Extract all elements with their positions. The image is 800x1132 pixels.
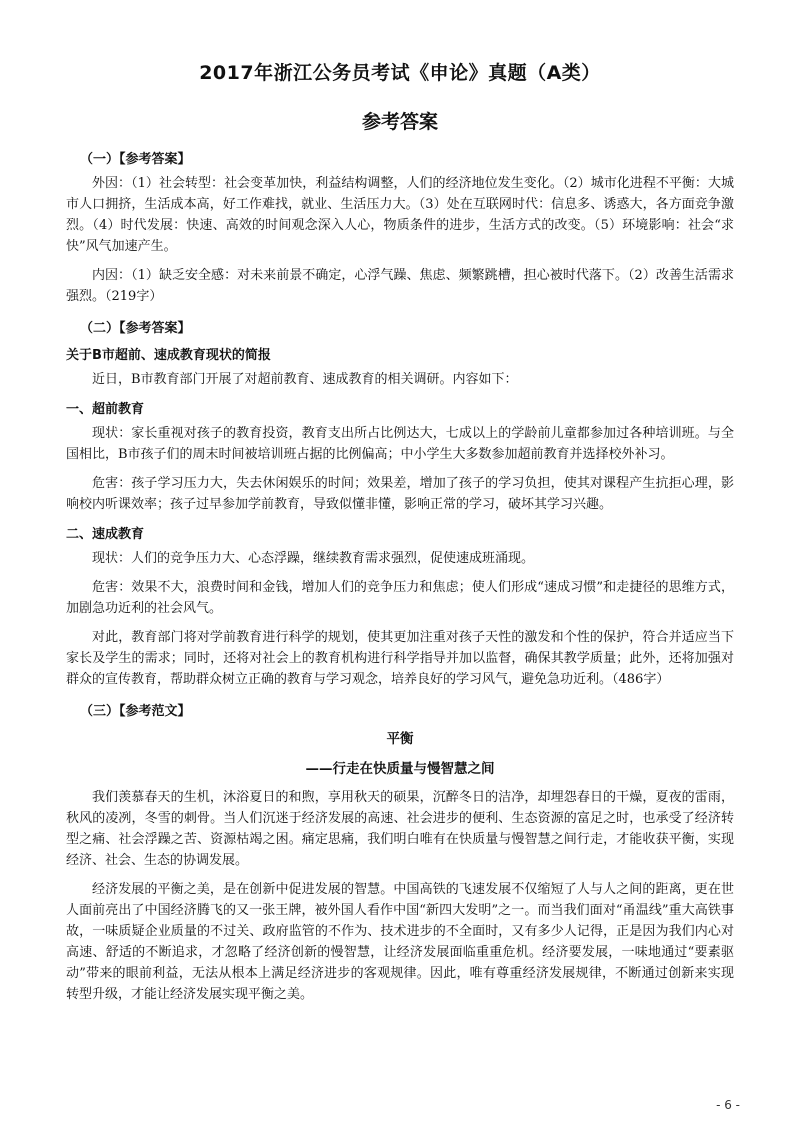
- page-number: - 6 -: [716, 1098, 740, 1112]
- part-2-heading: 二、速成教育: [66, 527, 145, 542]
- section-2-heading: （二）【参考答案】: [80, 321, 191, 336]
- report-title: 关于B市超前、速成教育现状的简报: [66, 348, 271, 363]
- report-intro: 近日，B市教育部门开展了对超前教育、速成教育的相关调研。内容如下：: [92, 372, 518, 387]
- part-2-harm: 危害：效果不大，浪费时间和金钱，增加人们的竞争压力和焦虑；使人们形成“速成习惯”和走捷径的思维方式，加剧急功近利的社会风气。: [66, 580, 734, 616]
- section-3-heading: （三）【参考范文】: [80, 704, 191, 719]
- part-2-status: 现状：人们的竞争压力大、心态浮躁，继续教育需求强烈，促使速成班涌现。: [92, 551, 535, 566]
- part-1-heading: 一、超前教育: [66, 402, 145, 417]
- report-conclusion: 对此，教育部门将对学前教育进行科学的规划，使其更加注重对孩子天性的激发和个性的保护，符合并适应当下家长及学生的需求；同时，还将对社会上的教育机构进行科学指导并加以监督，确保其教学质量；此外，还将加强对群众的宣传教育，帮助群众树立正确的教育与学习观念，培养良好的学习风气，避免急功近利。（486字）: [66, 630, 734, 687]
- essay-paragraph-1: 我们羡慕春天的生机，沐浴夏日的和煦，享用秋天的硕果，沉醉冬日的洁净，却埋怨春日的干燥，夏夜的雷雨，秋风的凌冽，冬雪的刺骨。当人们沉迷于经济发展的高速、社会进步的便利、生态资源的富足之时，也承受了经济转型之痛、社会浮躁之苦、资源枯竭之困。痛定思痛，我们明白唯有在快质量与慢智慧之间行走，才能收获平衡，实现经济、社会、生态的协调发展。: [66, 790, 734, 868]
- part-1-status: 现状：家长重视对孩子的教育投资，教育支出所占比例达大，七成以上的学龄前儿童都参加过各种培训班。与全国相比，B市孩子们的周末时间被培训班占据的比例偏高；中小学生大多数参加超前教育并选择校外补习。: [66, 426, 734, 462]
- section-1-paragraph-internal: 内因：（1）缺乏安全感：对未来前景不确定，心浮气躁、焦虑、频繁跳槽，担心被时代落下。（2）改善生活需求强烈。（219字）: [66, 268, 734, 304]
- document-subtitle: 参考答案: [361, 111, 438, 133]
- section-1-heading: （一）【参考答案】: [80, 152, 191, 167]
- essay-paragraph-2: 经济发展的平衡之美，是在创新中促进发展的智慧。中国高铁的飞速发展不仅缩短了人与人之间的距离，更在世人面前亮出了中国经济腾飞的又一张王牌，被外国人看作中国“新四大发明”之一。而当我们面对“甬温线”重大高铁事故，一味质疑企业质量的不过关、政府监管的不作为、技术进步的不全面时，又有多少人记得，正是因为我们内心对高速、舒适的不断追求，才忽略了经济创新的慢智慧，让经济发展面临重重危机。经济要发展，一味地通过“要素驱动”带来的眼前利益，无法从根本上满足经济进步的客观规律。因此，唯有尊重经济发展规律，不断通过创新来实现转型升级，才能让经济发展实现平衡之美。: [66, 882, 734, 1002]
- document-title: 2017年浙江公务员考试《申论》真题（A类）: [199, 62, 601, 84]
- essay-title: 平衡: [386, 731, 414, 747]
- part-1-harm: 危害：孩子学习压力大，失去休闲娱乐的时间；效果差，增加了孩子的学习负担，使其对课程产生抗拒心理，影响校内听课效率；孩子过早参加学前教育，导致似懂非懂，影响正常的学习，破坏其学习兴趣。: [66, 476, 734, 512]
- section-1-paragraph-external: 外因：（1）社会转型：社会变革加快，利益结构调整，人们的经济地位发生变化。（2）城市化进程不平衡：大城市人口拥挤，生活成本高，好工作难找，就业、生活压力大。（3）处在互联网时代：信息多、诱惑大，各方面竞争激烈。（4）时代发展：快速、高效的时间观念深入人心，物质条件的进步，生活方式的改变。（5）环境影响：社会“求快”风气加速产生。: [66, 176, 734, 254]
- essay-subtitle: ——行走在快质量与慢智慧之间: [305, 761, 495, 777]
